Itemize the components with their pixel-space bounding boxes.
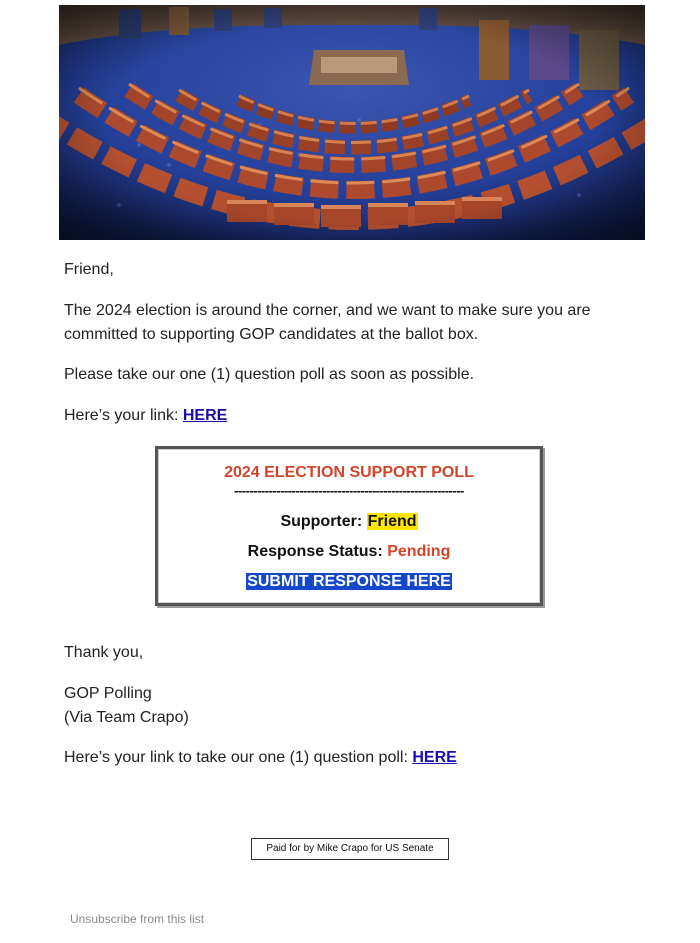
hero-image [59, 5, 645, 240]
senate-chamber-illustration [59, 5, 645, 240]
signature-line-2: (Via Team Crapo) [64, 709, 189, 726]
poll-divider: ------------------------------------------------------------ [234, 483, 464, 498]
response-status-row [158, 543, 540, 561]
supporter-label: Supporter: [280, 513, 367, 530]
response-status-label: Response Status: [247, 543, 388, 560]
thank-you-text: Thank you, [64, 644, 144, 661]
signature-line-1: GOP Polling [64, 685, 152, 702]
second-link-intro-text: Here’s your link to take our one (1) question poll: [64, 749, 413, 766]
supporter-row [158, 513, 540, 531]
submit-response-button[interactable]: SUBMIT RESPONSE HERE [247, 573, 451, 590]
paid-for-disclaimer: Paid for by Mike Crapo for US Senate [251, 838, 449, 860]
supporter-value: Friend [367, 513, 417, 530]
response-status-value: Pending [387, 543, 451, 560]
second-here-link[interactable]: HERE [412, 749, 457, 766]
submit-row [158, 573, 540, 591]
second-link-paragraph [64, 746, 457, 770]
here-link[interactable]: HERE [182, 407, 228, 424]
greeting-text: Friend, [64, 261, 114, 278]
unsubscribe-link[interactable]: Unsubscribe from this list [70, 912, 205, 926]
link-paragraph [64, 404, 227, 428]
poll-request-paragraph: Please take our one (1) question poll as soon as possible. [64, 366, 475, 383]
intro-paragraph-line-1: The 2024 election is around the corner, and we want to make sure you are [64, 302, 591, 319]
intro-paragraph-line-2: committed to supporting GOP candidates at the ballot box. [64, 326, 479, 343]
poll-box [155, 446, 543, 606]
link-intro-text: Here’s your link: [64, 407, 183, 424]
poll-title: 2024 ELECTION SUPPORT POLL [224, 464, 474, 481]
